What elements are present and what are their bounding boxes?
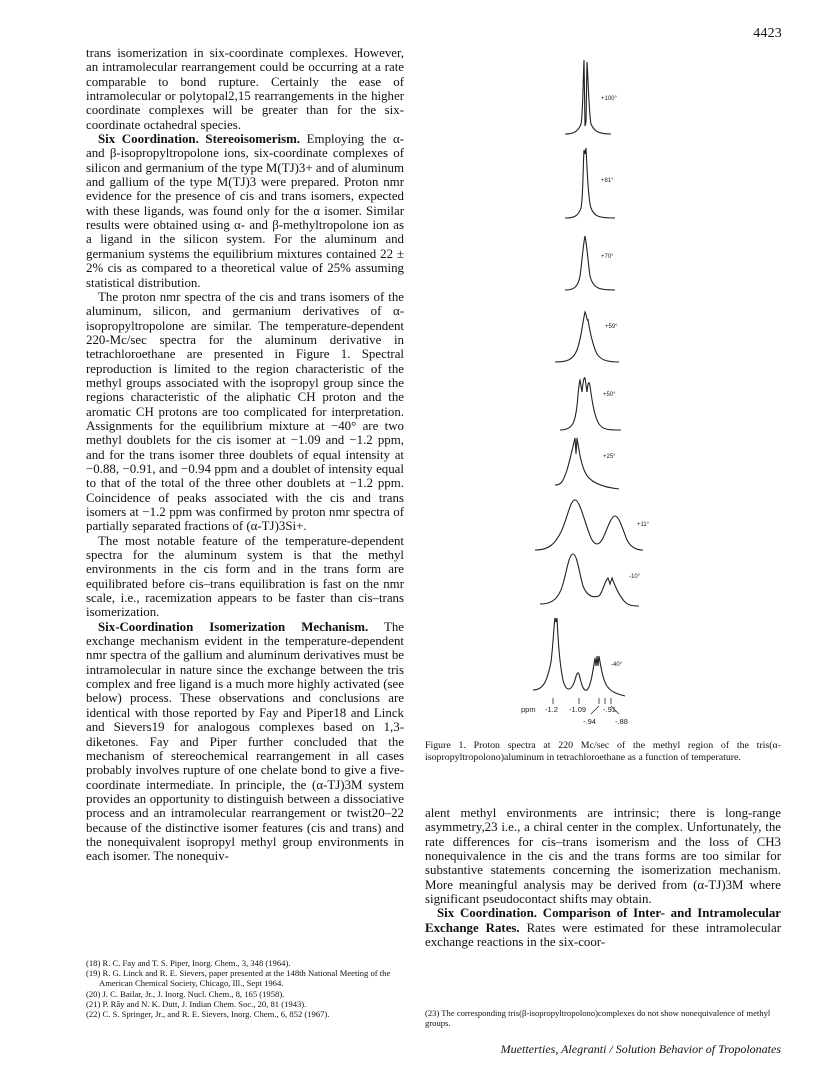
temperature-label-50: +50° <box>603 392 616 398</box>
spectrum-trace-50 <box>560 378 621 430</box>
temperature-label-70: +70° <box>601 254 614 260</box>
temperature-label-25: +25° <box>603 454 616 460</box>
right-paragraph-1: alent methyl environments are intrinsic; there is long-range asymmetry,23 i.e., a chiral center in the complex. Unfortunately, the rate differences for cis–trans isomerism and the loss of CH3 nonequivalence in the cis and the trans forms are too similar for substantive statements concerning the isomerization mechanism. More meaningful analysis may be derived from (α-TJ)3M where significant pseudocontact shifts may obtain. <box>425 806 781 907</box>
tick-leader-left <box>591 706 599 714</box>
running-foot: Muetterties, Alegranti / Solution Behavior of Tropolonates <box>500 1042 781 1056</box>
tick-label-minus1-2: -1.2 <box>545 705 558 714</box>
tick-label-minus0-91: -.91 <box>603 705 616 714</box>
left-paragraph-2: Six Coordination. Stereoisomerism. Employing the α- and β-isopropyltropolone ions, six-coordinate complexes of silicon and germanium of the type M(TJ)3+ and of aluminum and gallium of the type M(TJ)3 were prepared. Proton nmr evidence for the presence of cis and trans isomers, expected with these ligands, was found only for the α isomer. Similar results were obtained using α- and β-methyltropolone ion as a ligand in the silicon system. For the aluminum and germanium systems the equilibrium mixtures contained 22 ± 2% cis as compared to a theoretical value of 25% assuming statistical distribution. <box>86 132 404 290</box>
tick-label-minus0-94: -.94 <box>583 717 596 726</box>
nmr-spectra-plot <box>515 50 665 750</box>
tick-label-minus1-09: -1.09 <box>569 705 587 714</box>
reference-23: (23) The corresponding tris(β-isopropyltropolono)complexes do not show nonequivalence of methyl groups. <box>425 1008 771 1029</box>
reference-18: (18) R. C. Fay and T. S. Piper, Inorg. Chem., 3, 348 (1964). <box>86 958 291 968</box>
reference-20: (20) J. C. Bailar, Jr., J. Inorg. Nucl. Chem., 8, 165 (1958). <box>86 988 285 999</box>
temperature-label-59: +59° <box>605 324 618 330</box>
temperature-label-11: +11° <box>637 522 650 528</box>
spectrum-trace-70 <box>565 236 615 290</box>
reference-19: (19) R. G. Linck and R. E. Sievers, paper presented at the 148th National Meeting of the American Chemical Society, Chicago, Ill., Sept 1964. <box>86 968 391 989</box>
right-column <box>425 806 781 949</box>
temperature-label-81: +81° <box>601 178 614 184</box>
left-paragraph-1: trans isomerization in six-coordinate complexes. However, an intramolecular rearrangement could be occurring at a rate comparable to bond rupture. Certainly the ease of intramolecular or polytopal2,15 rearrangements in the higher coordinate complexes will be greater than for the six-coordinate octahedral species. <box>86 46 404 132</box>
temperature-label-minus40: -40° <box>611 662 623 668</box>
reference-22: (22) C. S. Springer, Jr., and R. E. Sievers, Inorg. Chem., 6, 852 (1967). <box>86 1009 330 1020</box>
left-paragraph-4: The most notable feature of the temperature-dependent spectra for the aluminum system is that the methyl environments in the cis form and in the trans form are equilibrated before cis–trans equilibration is fast on the nmr scale, i.e., racemization appears to be faster than cis–trans isomerization. <box>86 533 404 620</box>
right-paragraph-2: Six Coordination. Comparison of Inter- and Intramolecular Exchange Rates. Rates were estimated for these intramolecular exchange reactions in the six-coor- <box>425 906 781 950</box>
left-column <box>86 46 404 864</box>
left-paragraph-3: The proton nmr spectra of the cis and trans isomers of the aluminum, silicon, and germanium derivatives of α-isopropyltropolone are similar. The temperature-dependent 220-Mc/sec spectra for the aluminum derivative in tetrachloroethane are presented in Figure 1. Spectral reproduction is limited to the region characteristic of the methyl groups associated with the isopropyl group since the regions characteristic of the aliphatic CH proton and the aromatic CH protons are too complicated for interpretation. Assignments for the equilibrium mixture at −40° are two methyl doublets for the cis isomer at −1.09 and −1.2 ppm, and for the trans isomer three doublets of equal intensity at −0.88, −0.91, and −0.94 ppm and a doublet of intensity equal to that of the total of the three other doublets at −1.2 ppm. Coincidence of peaks associated with the cis and trans isomers at −1.2 ppm was confirmed by proton nmr spectra of partially separated fractions of (α-TJ)3Si+. <box>86 289 404 534</box>
figure-caption: Figure 1. Proton spectra at 220 Mc/sec of the methyl region of the tris(α-isopropyltropolono)aluminum in tetrachloroethane as a function of temperature. <box>425 740 781 763</box>
temperature-label-100: +100° <box>601 96 617 102</box>
reference-21: (21) P. Rây and N. K. Dutt, J. Indian Chem. Soc., 20, 81 (1943). <box>86 998 307 1009</box>
spectrum-trace-59 <box>555 312 619 362</box>
left-paragraph-5: Six-Coordination Isomerization Mechanism. The exchange mechanism evident in the temperature-dependent nmr spectra of the gallium and aluminum derivatives must be intramolecular in nature since the exchange between the tris complex and free ligand is a much more highly activated (see below) process. These observations and conclusions are identical with those reported by Fay and Piper18 and Linck and Sievers19 for analogous complexes based on 1,3-diketones. Fay and Piper further concluded that the mechanism of stereochemical rearrangement in all cases probably involves rupture of one chelate bond to give a five-coordinate intermediate. In principle, the (α-TJ)3M system provides an opportunity to distinguish between a dissociative process and an intramolecular rearrangement or twist20–22 because of the distinctive isomer features (cis and trans) and the nonequivalent isopropyl methyl group environments in each isomer. The nonequiv- <box>86 619 405 864</box>
spectrum-trace-25 <box>555 438 619 489</box>
page-number: 4423 <box>753 26 782 41</box>
spectrum-trace-minus10 <box>540 554 639 606</box>
left-references <box>86 958 404 1019</box>
figure-1 <box>515 50 665 750</box>
spectrum-trace-minus40 <box>533 618 625 696</box>
right-references <box>425 1008 781 1028</box>
spectrum-trace-11 <box>535 500 643 550</box>
tick-label-minus0-88: -.88 <box>615 717 628 726</box>
axis-unit-label: ppm <box>521 705 536 714</box>
temperature-label-minus10: -10° <box>629 574 641 580</box>
